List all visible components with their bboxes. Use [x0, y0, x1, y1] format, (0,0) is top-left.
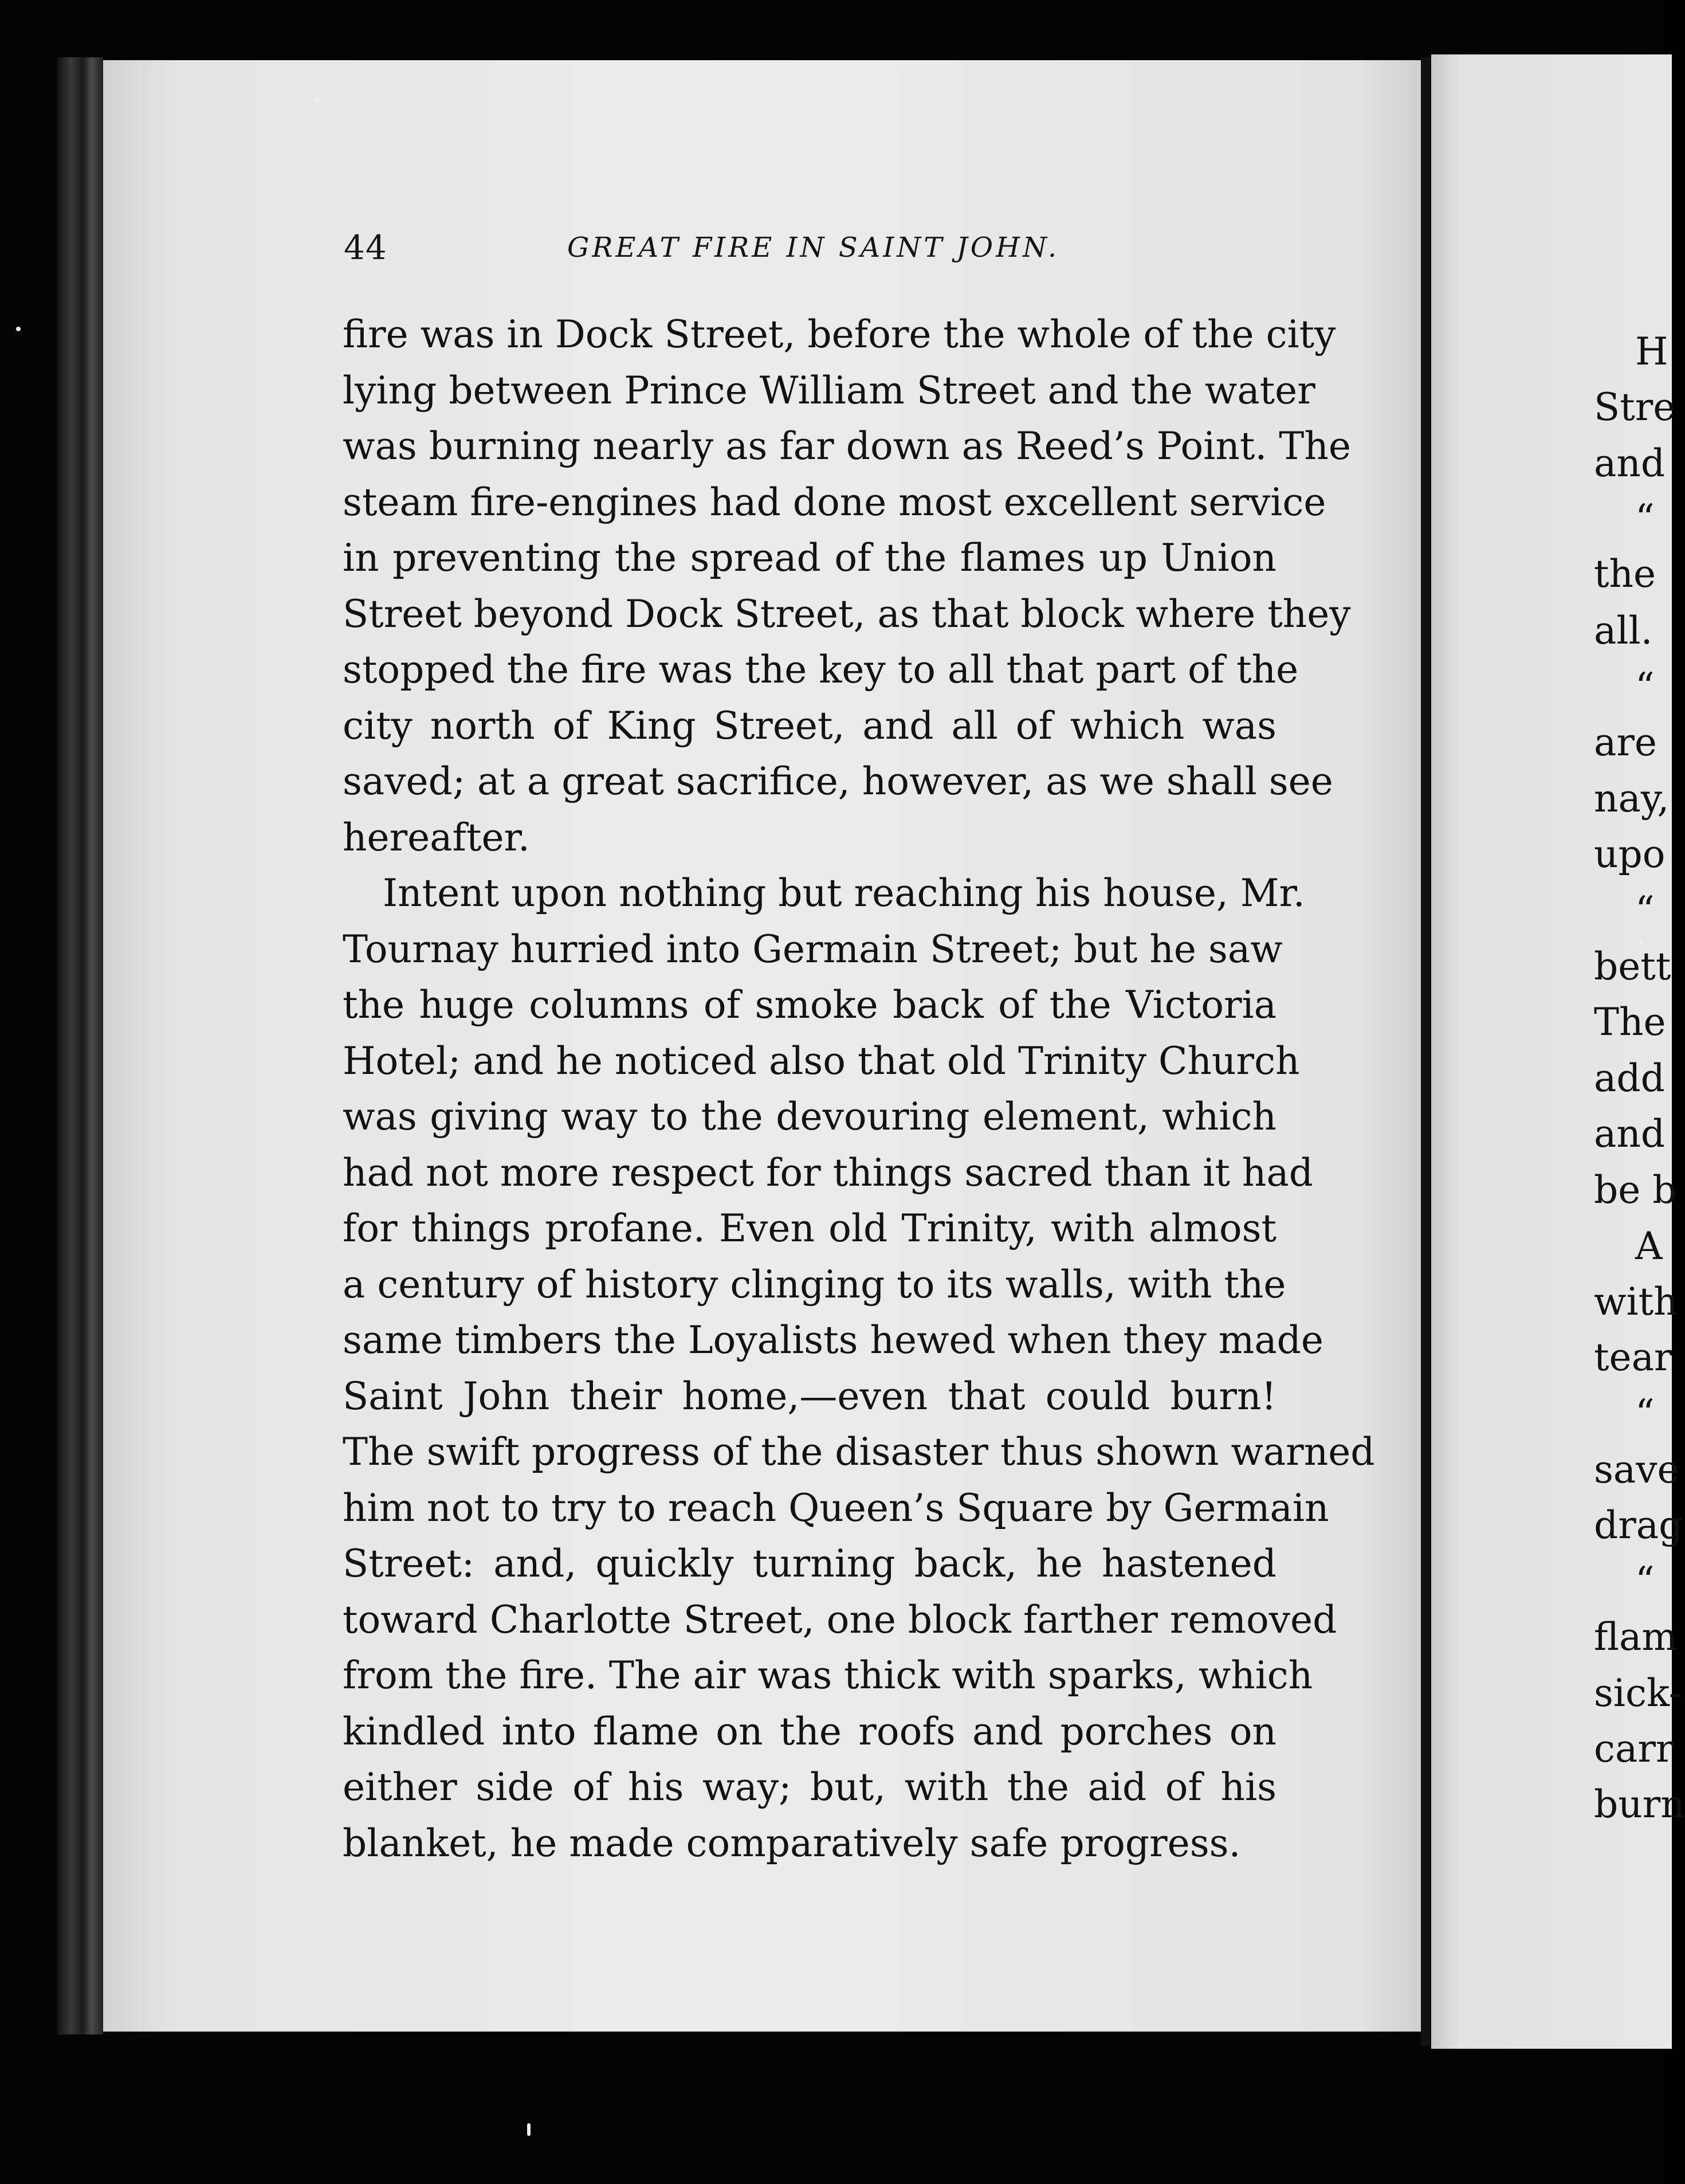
text-line: The swift progress of the disaster thus shown warned: [343, 1430, 1375, 1474]
right-page-fragment: “: [1635, 1391, 1655, 1436]
text-line: from the fire. The air was thick with sparks, which: [343, 1653, 1313, 1697]
right-page-fragment: carr: [1594, 1727, 1674, 1771]
text-line: toward Charlotte Street, one block farther removed: [343, 1597, 1337, 1642]
text-line: had not more respect for things sacred than it had: [343, 1150, 1314, 1195]
scan-speck: [1639, 940, 1643, 944]
text-line: steam fire-engines had done most excellent service: [343, 480, 1326, 524]
running-head-title: GREAT FIRE IN SAINT JOHN.: [567, 232, 1060, 264]
right-page-fragment: are: [1594, 720, 1657, 764]
scan-speck: [16, 327, 21, 331]
right-page-fragment: with: [1594, 1280, 1678, 1324]
text-line: a century of history clinging to its walls, with the: [343, 1262, 1286, 1307]
right-page-fragment: all.: [1594, 609, 1653, 653]
right-page-fragment: H: [1635, 330, 1668, 374]
text-line: same timbers the Loyalists hewed when they made: [343, 1318, 1323, 1362]
text-line: Street beyond Dock Street, as that block where they: [343, 591, 1351, 636]
right-page-fragment: be b: [1594, 1168, 1677, 1212]
text-line: lying between Prince William Street and the water: [343, 368, 1315, 413]
text-line: for things profane. Even old Trinity, with almost: [343, 1206, 1276, 1250]
right-page-fragment: Stre: [1594, 385, 1676, 429]
page-gutter: [1421, 57, 1431, 2046]
right-page-fragment: add: [1594, 1056, 1665, 1100]
right-page-fragment: the: [1594, 552, 1656, 596]
text-line: saved; at a great sacrifice, however, as we shall see: [343, 759, 1333, 803]
text-line: Hotel; and he noticed also that old Trinity Church: [343, 1038, 1300, 1083]
text-line: Intent upon nothing but reaching his house, Mr.: [383, 871, 1305, 915]
text-line: fire was in Dock Street, before the whole of the city: [343, 312, 1336, 356]
right-page-fragment: A: [1635, 1224, 1663, 1268]
right-page-fragment: flam: [1594, 1615, 1678, 1659]
body-text: [343, 307, 1375, 1871]
text-line: either side of his way; but, with the aid of his: [343, 1765, 1276, 1809]
text-line: the huge columns of smoke back of the Victoria: [343, 983, 1276, 1027]
right-page-fragment: upo: [1594, 832, 1666, 876]
right-page-fragment: burn: [1594, 1782, 1685, 1826]
right-page-fragment: “: [1635, 665, 1655, 709]
text-line: kindled into flame on the roofs and porches on: [343, 1709, 1276, 1754]
right-page-fragment: nay,: [1594, 777, 1670, 821]
right-page-fragment: and: [1594, 1112, 1666, 1156]
text-line: in preventing the spread of the flames up Union: [343, 536, 1276, 580]
text-line: hereafter.: [343, 815, 530, 860]
text-line: Tournay hurried into Germain Street; but he saw: [343, 927, 1283, 971]
right-page-fragment: The: [1594, 1000, 1666, 1044]
text-line: Street: and, quickly turning back, he hastened: [343, 1542, 1276, 1586]
right-page-fragment: “: [1635, 1559, 1655, 1603]
book-spine: [57, 57, 103, 2034]
scan-speck: [527, 2123, 531, 2136]
right-page-fragment: and: [1594, 441, 1666, 485]
right-page-fragment: tear: [1594, 1335, 1672, 1379]
text-line: stopped the fire was the key to all that part of the: [343, 648, 1299, 692]
right-page-fragment: sick-: [1594, 1671, 1682, 1715]
text-line: was burning nearly as far down as Reed’s Point. The: [343, 424, 1351, 468]
text-line: was giving way to the devouring element, which: [343, 1095, 1276, 1139]
right-page-fragment: “: [1635, 888, 1655, 932]
text-line: city north of King Street, and all of which was: [343, 703, 1276, 748]
scan-speck: [314, 96, 320, 102]
right-page-fragment: “: [1635, 496, 1655, 540]
right-page-fragment: drag: [1594, 1503, 1683, 1547]
text-line: Saint John their home,—even that could burn!: [343, 1374, 1276, 1418]
page-number: 44: [344, 228, 387, 267]
text-line: him not to try to reach Queen’s Square by Germain: [343, 1485, 1329, 1530]
right-page-fragment: save: [1594, 1448, 1680, 1492]
right-page-fragment: bett: [1594, 944, 1671, 989]
text-line: blanket, he made comparatively safe progress.: [343, 1821, 1241, 1865]
